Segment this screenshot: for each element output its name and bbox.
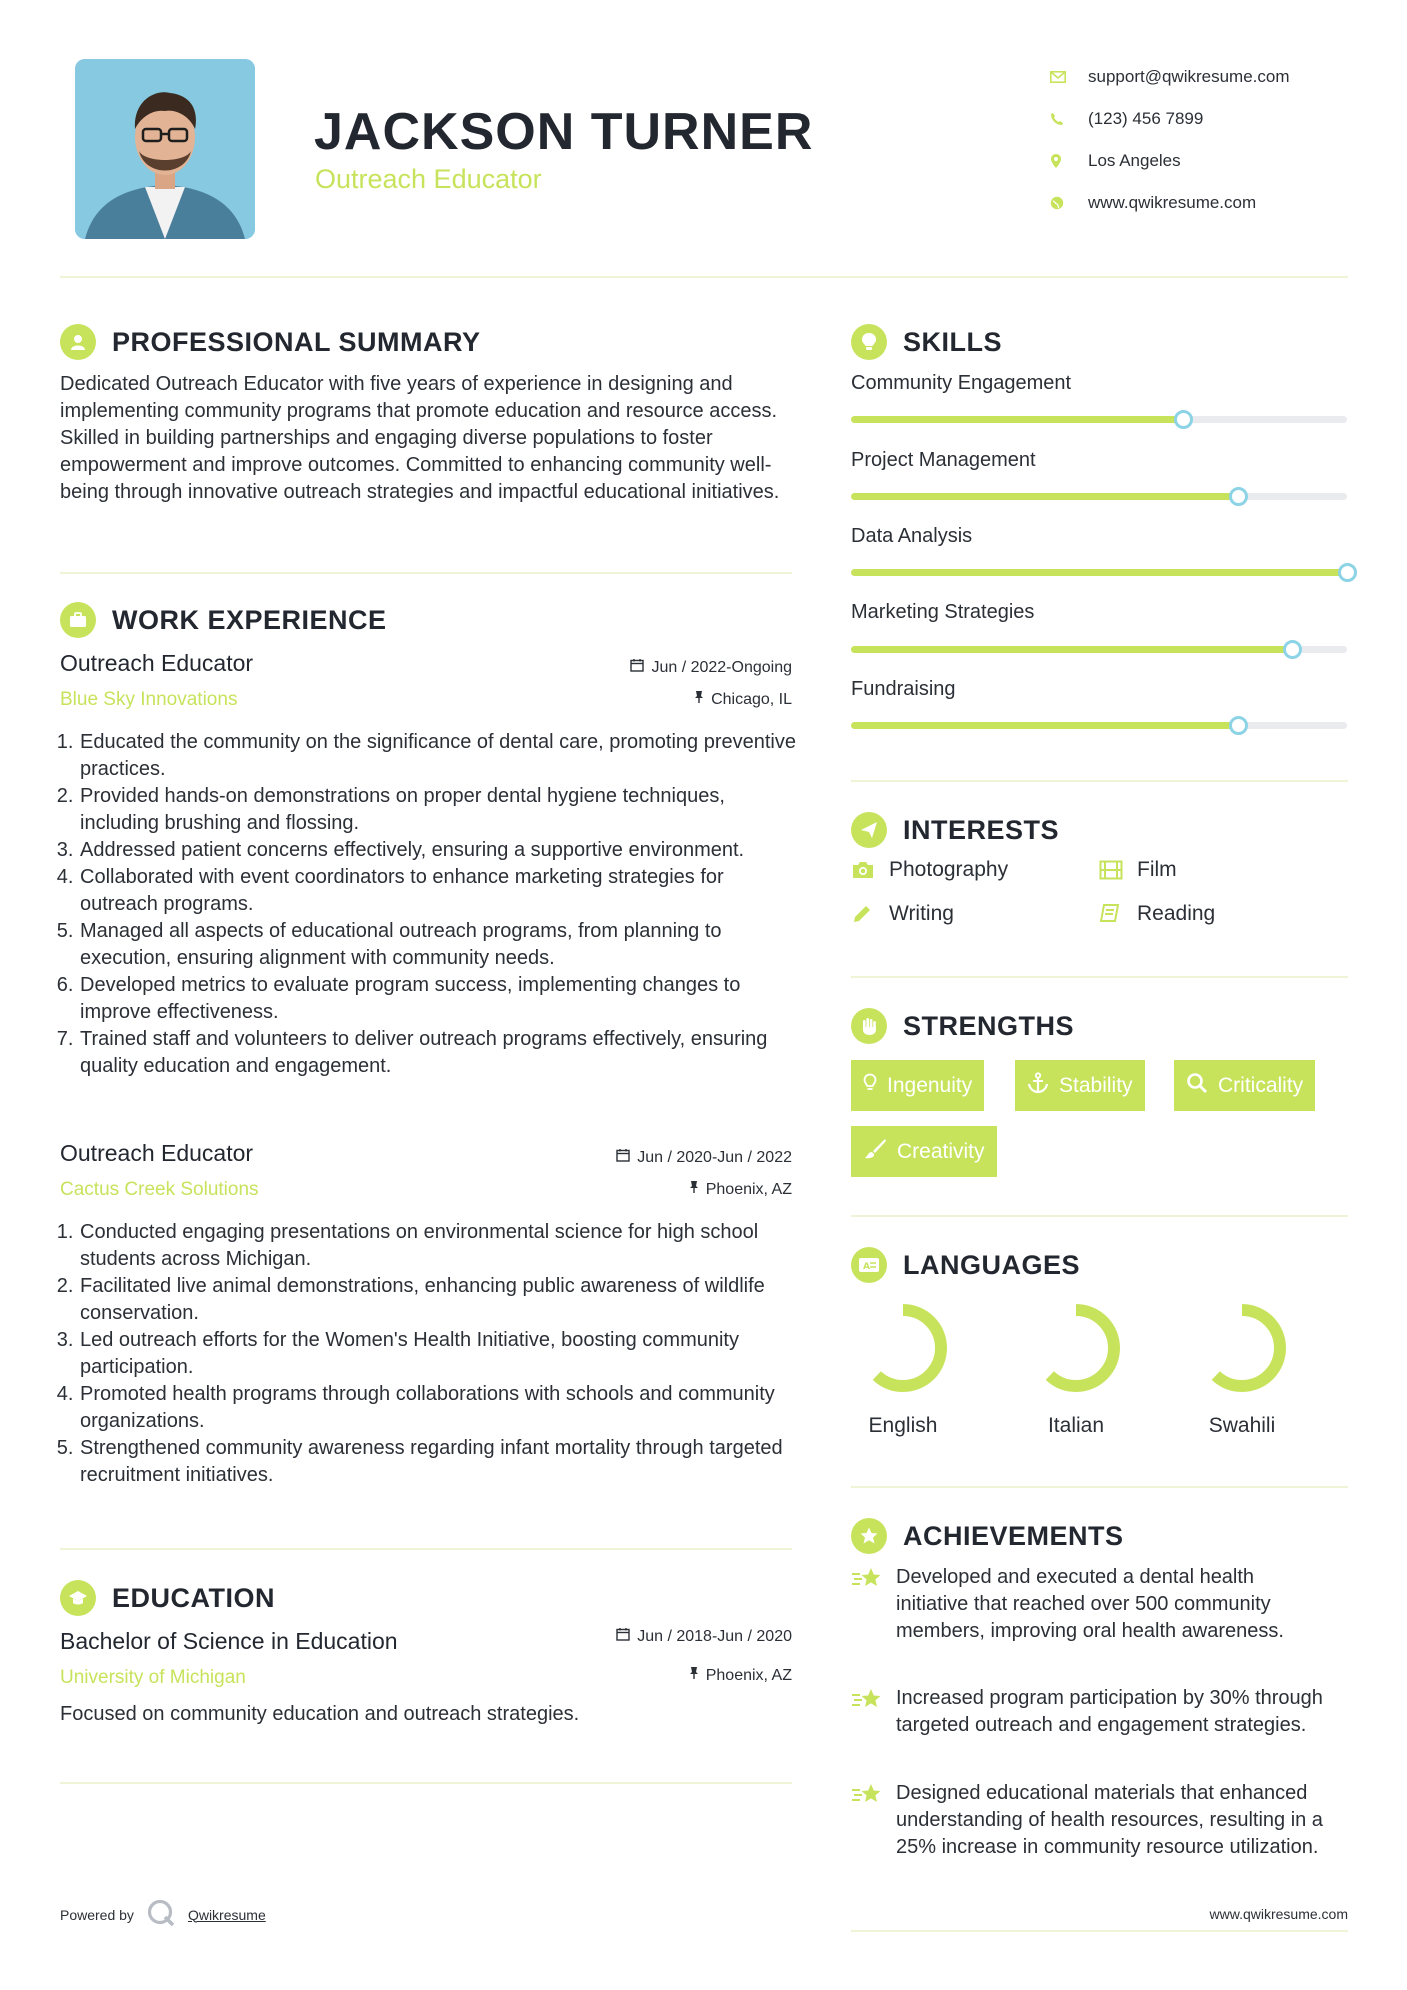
language-ring bbox=[1194, 1300, 1290, 1396]
job-1-bullets bbox=[60, 729, 800, 1080]
languages-divider bbox=[851, 1486, 1348, 1488]
job-1-location-text: Chicago, IL bbox=[711, 690, 792, 708]
skills-heading bbox=[851, 322, 1002, 362]
language-italian bbox=[1021, 1300, 1131, 1438]
skill-label: Fundraising bbox=[851, 678, 956, 700]
language-swahili bbox=[1187, 1300, 1297, 1438]
magnifier-icon bbox=[1186, 1072, 1208, 1100]
experience-title: WORK EXPERIENCE bbox=[112, 604, 387, 635]
contact-phone[interactable] bbox=[1050, 98, 1370, 140]
interests-heading bbox=[851, 810, 1059, 850]
skill-knob bbox=[1174, 410, 1193, 429]
briefcase-icon bbox=[60, 602, 96, 638]
strength-label: Ingenuity bbox=[887, 1073, 973, 1097]
candidate-name: JACKSON TURNER bbox=[314, 103, 814, 161]
skills-divider bbox=[851, 780, 1348, 782]
paintbrush-icon bbox=[863, 1138, 887, 1166]
job-1-dates-text: Jun / 2022-Ongoing bbox=[651, 658, 792, 676]
camera-icon bbox=[851, 860, 889, 880]
skill-fill bbox=[851, 646, 1292, 653]
skill-fill bbox=[851, 416, 1183, 423]
skill-fill bbox=[851, 493, 1238, 500]
job-2-dates-text: Jun / 2020-Jun / 2022 bbox=[637, 1148, 792, 1166]
globe-icon bbox=[1050, 196, 1088, 210]
experience-divider bbox=[60, 1548, 792, 1550]
skill-bar bbox=[851, 569, 1347, 576]
contact-location-text: Los Angeles bbox=[1088, 151, 1181, 170]
lightbulb-icon bbox=[863, 1073, 877, 1099]
education-heading bbox=[60, 1578, 275, 1618]
phone-icon bbox=[1050, 112, 1088, 126]
education-school: University of Michigan bbox=[60, 1667, 246, 1688]
achievement-text: Increased program participation by 30% through targeted outreach and engagement strategies. bbox=[896, 1687, 1323, 1736]
education-location bbox=[540, 1666, 792, 1685]
hand-icon bbox=[851, 1008, 887, 1044]
interest-photography bbox=[851, 858, 1008, 882]
skill-knob bbox=[1338, 563, 1357, 582]
list-item: 1. Educated the community on the significance of dental care, promoting preventive practices. bbox=[79, 729, 800, 783]
shooting-star-icon bbox=[851, 1780, 896, 1861]
experience-heading bbox=[60, 600, 387, 640]
profile-photo bbox=[75, 59, 255, 239]
footer-website[interactable]: www.qwikresume.com bbox=[1209, 1906, 1348, 1922]
interest-film bbox=[1099, 858, 1177, 882]
interest-label: Photography bbox=[889, 858, 1009, 881]
list-item: 7. Trained staff and volunteers to deliver outreach programs effectively, ensuring quality education and engagement. bbox=[79, 1026, 800, 1080]
footer-powered-by bbox=[60, 1898, 266, 1931]
language-icon bbox=[851, 1247, 887, 1283]
pushpin-icon bbox=[694, 690, 704, 709]
contact-website-text: www.qwikresume.com bbox=[1088, 193, 1257, 212]
interests-divider bbox=[851, 976, 1348, 978]
map-pin-icon bbox=[1050, 153, 1088, 169]
contact-email[interactable] bbox=[1050, 56, 1370, 98]
language-label: Swahili bbox=[1208, 1414, 1276, 1437]
job-2-dates bbox=[540, 1148, 792, 1167]
interest-writing bbox=[851, 902, 954, 926]
job-1-dates bbox=[540, 658, 792, 677]
lightbulb-icon bbox=[851, 324, 887, 360]
education-dates-text: Jun / 2018-Jun / 2020 bbox=[637, 1627, 792, 1645]
languages-title: LANGUAGES bbox=[903, 1249, 1081, 1280]
footer-divider bbox=[851, 1930, 1348, 1932]
header-divider bbox=[60, 276, 1348, 278]
job-1-company: Blue Sky Innovations bbox=[60, 689, 238, 710]
strength-label: Creativity bbox=[897, 1139, 985, 1163]
contact-phone-text: (123) 456 7899 bbox=[1088, 109, 1204, 128]
job-2-bullets bbox=[60, 1219, 800, 1489]
skill-bar bbox=[851, 493, 1347, 500]
shooting-star-icon bbox=[851, 1685, 896, 1739]
interest-label: Film bbox=[1137, 858, 1177, 881]
education-dates bbox=[540, 1627, 792, 1646]
skill-fill bbox=[851, 569, 1347, 576]
footer-brand-link[interactable]: Qwikresume bbox=[187, 1906, 266, 1923]
education-title: EDUCATION bbox=[112, 1582, 275, 1613]
interest-reading bbox=[1099, 902, 1215, 926]
contact-list bbox=[1050, 56, 1370, 224]
graduation-icon bbox=[60, 1580, 96, 1616]
svg-text:A: A bbox=[863, 1262, 870, 1272]
star-badge-icon bbox=[851, 1518, 887, 1554]
job-2-location-text: Phoenix, AZ bbox=[705, 1180, 792, 1198]
education-description: Focused on community education and outreach strategies. bbox=[60, 1703, 580, 1725]
education-location-text: Phoenix, AZ bbox=[705, 1666, 792, 1684]
achievement-item bbox=[851, 1780, 1331, 1861]
list-item: 5. Strengthened community awareness regarding infant mortality through targeted recruitment initiatives. bbox=[79, 1435, 800, 1489]
skill-knob bbox=[1229, 716, 1248, 735]
strength-chip-creativity bbox=[851, 1126, 997, 1177]
achievement-item bbox=[851, 1685, 1331, 1739]
book-icon bbox=[1099, 903, 1137, 925]
language-ring bbox=[855, 1300, 951, 1396]
skill-label: Project Management bbox=[851, 449, 1036, 471]
skill-bar bbox=[851, 722, 1347, 729]
interests-title: INTERESTS bbox=[903, 814, 1060, 845]
summary-heading bbox=[60, 322, 481, 362]
language-label: English bbox=[868, 1414, 938, 1437]
contact-email-text: support@qwikresume.com bbox=[1088, 67, 1290, 86]
pushpin-icon bbox=[689, 1666, 699, 1685]
skill-bar bbox=[851, 646, 1347, 653]
shooting-star-icon bbox=[851, 1564, 896, 1645]
summary-divider bbox=[60, 572, 792, 574]
achievements-title: ACHIEVEMENTS bbox=[903, 1520, 1124, 1551]
strengths-heading bbox=[851, 1006, 1074, 1046]
user-icon bbox=[60, 324, 96, 360]
strength-label: Criticality bbox=[1218, 1073, 1304, 1097]
strength-label: Stability bbox=[1059, 1073, 1133, 1097]
paper-plane-icon bbox=[851, 812, 887, 848]
job-2-company: Cactus Creek Solutions bbox=[60, 1179, 259, 1200]
achievements-heading bbox=[851, 1516, 1124, 1556]
calendar-icon bbox=[616, 1627, 630, 1646]
list-item: 2. Facilitated live animal demonstrations, enhancing public awareness of wildlife conservation. bbox=[79, 1273, 800, 1327]
calendar-icon bbox=[616, 1148, 630, 1167]
list-item: 1. Conducted engaging presentations on environmental science for high school students across Michigan. bbox=[79, 1219, 800, 1273]
summary-title: PROFESSIONAL SUMMARY bbox=[112, 326, 481, 357]
strength-chip-stability bbox=[1015, 1060, 1145, 1111]
skill-bar bbox=[851, 416, 1347, 423]
job-1-location bbox=[540, 690, 792, 709]
calendar-icon bbox=[630, 658, 644, 677]
candidate-role: Outreach Educator bbox=[315, 164, 542, 194]
skill-knob bbox=[1229, 487, 1248, 506]
achievement-text: Designed educational materials that enhanced understanding of health resources, resulting in a 25% increase in community resource utilization. bbox=[896, 1782, 1323, 1858]
pushpin-icon bbox=[689, 1180, 699, 1199]
list-item: 3. Addressed patient concerns effectively, ensuring a supportive environment. bbox=[79, 837, 800, 864]
list-item: 3. Led outreach efforts for the Women's Health Initiative, boosting community participation. bbox=[79, 1327, 800, 1381]
skill-label: Community Engagement bbox=[851, 372, 1072, 394]
skill-label: Data Analysis bbox=[851, 525, 973, 547]
interest-label: Writing bbox=[889, 902, 954, 925]
language-english bbox=[848, 1300, 958, 1438]
list-item: 4. Collaborated with event coordinators to enhance marketing strategies for outreach programs. bbox=[79, 864, 800, 918]
list-item: 2. Provided hands-on demonstrations on proper dental hygiene techniques, including brushing and flossing. bbox=[79, 783, 800, 837]
film-icon bbox=[1099, 860, 1137, 880]
education-divider bbox=[60, 1782, 792, 1784]
skill-label: Marketing Strategies bbox=[851, 601, 1035, 623]
strengths-divider bbox=[851, 1215, 1348, 1217]
summary-text: Dedicated Outreach Educator with five years of experience in designing and implementing community programs that promote education and resource access. Skilled in building partnerships and engaging diverse populations to foster empowerment and improve outcomes. Committed to enhancing community well-being through innovative outreach strategies and impactful educational initiatives. bbox=[60, 373, 780, 503]
list-item: 5. Managed all aspects of educational outreach programs, from planning to execution, ensuring alignment with community needs. bbox=[79, 918, 800, 972]
skills-title: SKILLS bbox=[903, 326, 1003, 357]
anchor-icon bbox=[1027, 1072, 1049, 1100]
achievement-item bbox=[851, 1564, 1331, 1645]
job-1-title: Outreach Educator bbox=[60, 650, 254, 676]
job-2-title: Outreach Educator bbox=[60, 1140, 254, 1166]
envelope-icon bbox=[1050, 71, 1088, 83]
pencil-icon bbox=[851, 903, 889, 925]
language-ring bbox=[1028, 1300, 1124, 1396]
achievement-text: Developed and executed a dental health initiative that reached over 500 community members, improving oral health awareness. bbox=[896, 1566, 1284, 1642]
strength-chip-ingenuity bbox=[851, 1060, 984, 1111]
powered-by-text: Powered by bbox=[60, 1906, 134, 1923]
list-item: 4. Promoted health programs through collaborations with schools and community organizations. bbox=[79, 1381, 800, 1435]
interest-label: Reading bbox=[1137, 902, 1216, 925]
strengths-title: STRENGTHS bbox=[903, 1010, 1075, 1041]
job-2-location bbox=[540, 1180, 792, 1199]
contact-location bbox=[1050, 140, 1370, 182]
strength-chip-criticality bbox=[1174, 1060, 1315, 1111]
education-degree: Bachelor of Science in Education bbox=[60, 1628, 398, 1654]
contact-website[interactable] bbox=[1050, 182, 1370, 224]
skill-fill bbox=[851, 722, 1238, 729]
languages-heading bbox=[851, 1245, 1080, 1285]
list-item: 6. Developed metrics to evaluate program success, implementing changes to improve effectiveness. bbox=[79, 972, 800, 1026]
qwikresume-logo-icon bbox=[146, 1898, 176, 1931]
skill-knob bbox=[1283, 640, 1302, 659]
language-label: Italian bbox=[1047, 1414, 1105, 1437]
